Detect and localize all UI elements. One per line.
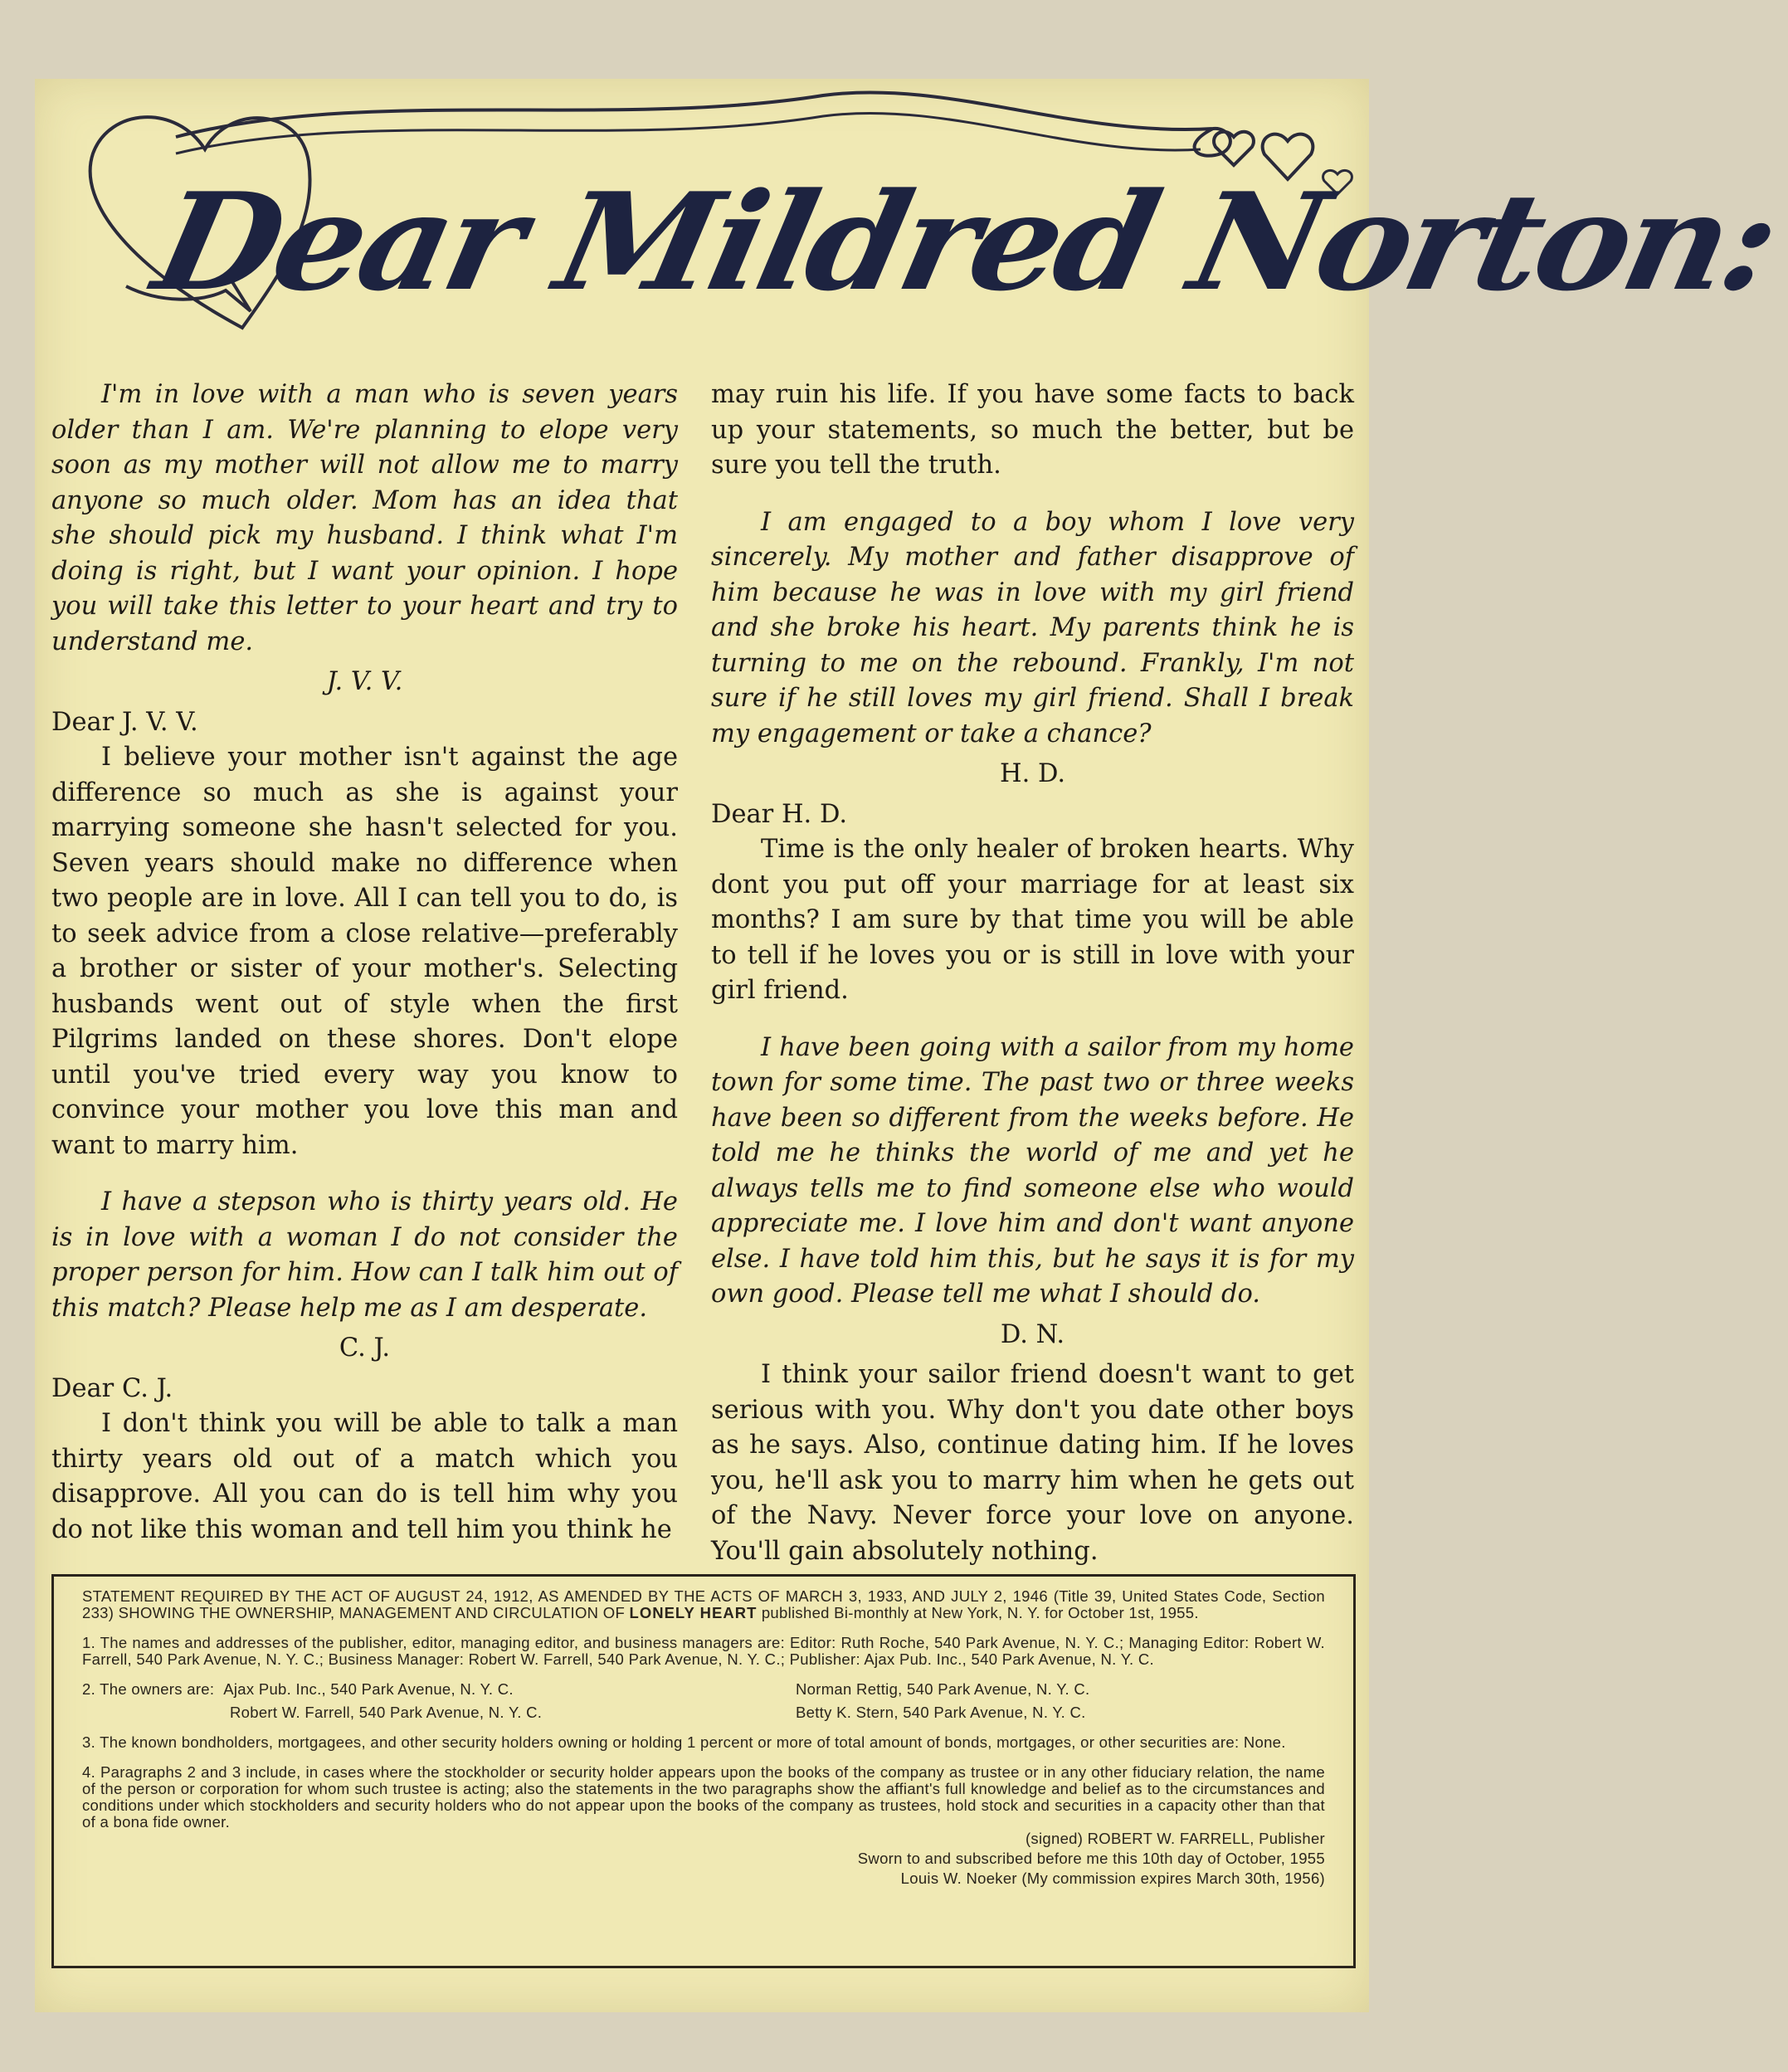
right-column [711, 378, 1354, 1569]
reply-cj: I don't think you will be able to talk a man thirty years old out of a match which you disapprove. All you can do is tell him why you do not like this woman and tell him you think he [51, 1409, 678, 1544]
sworn-line: Sworn to and subscribed before me this 10th day of October, 1955 [857, 1850, 1325, 1867]
statement-intro-text: STATEMENT REQUIRED BY THE ACT OF AUGUST 24, 1912, AS AMENDED BY THE ACTS OF MARCH 3, 1933, AND JULY 2, 1946 (Title 39, United States Code, Section 233) SHOWING THE OWNERSHIP, MANAGEMENT AND CIRCULATION OF [82, 1587, 1325, 1621]
signature-hd: H. D. [999, 759, 1066, 788]
salutation-cj: Dear C. J. [51, 1373, 173, 1403]
reply-hd: Time is the only healer of broken hearts. Why dont you put off your marriage for at least six months? I am sure by that time you will be able to tell if he loves you or is still in love with your girl friend. [711, 835, 1354, 1005]
owner-ajax: Ajax Pub. Inc., 540 Park Avenue, N. Y. C. [223, 1680, 514, 1698]
left-column [51, 378, 678, 1548]
owner-rettig: Norman Rettig, 540 Park Avenue, N. Y. C. [796, 1680, 1090, 1698]
salutation-hd: Dear H. D. [711, 799, 848, 829]
salutation-jvv: Dear J. V. V. [51, 707, 198, 737]
statement-para-4: 4. Paragraphs 2 and 3 include, in cases where the stockholder or security holder appears upon the books of the company as trustee or in any other fiduciary relation, the name of the person or corporation for whom such trustee is acting; also the statements in the two paragraphs show the affiant's full knowledge and belief as to the circumstances and conditions under which stockholders and security holders who do not appear upon the books of the company as trustees, hold stock and securities in a capacity other than that of a bona fide owner. [82, 1763, 1325, 1831]
signature-cj: C. J. [339, 1333, 391, 1363]
signature-jvv: J. V. V. [326, 667, 403, 696]
publication-info: published Bi-monthly at New York, N. Y. for October 1st, 1955. [761, 1604, 1199, 1621]
spacer [711, 484, 1354, 505]
letter-hd: I am engaged to a boy whom I love very sincerely. My mother and father disapprove of him because he was in love with my girl friend and she broke his heart. My parents think he is turning to me on the rebound. Frankly, I'm not sure if he still loves my girl friend. Shall I break my engagement or take a chance? [711, 507, 1354, 748]
letter-cj: I have a stepson who is thirty years old. He is in love with a woman I do not consider the proper person for him. How can I talk him out of this match? Please help me as I am desperate. [51, 1187, 678, 1323]
owner-farrell: Robert W. Farrell, 540 Park Avenue, N. Y. C. [230, 1704, 543, 1721]
letter-dn: I have been going with a sailor from my home town for some time. The past two or three weeks have been so different from the weeks before. He told me he thinks the world of me and yet he always tells me to find someone else who would appreciate me. I love him and don't want anyone else. I have told him this, but he says it is for my own good. Please tell me what I should do. [711, 1032, 1354, 1309]
reply-jvv: I believe your mother isn't against the age difference so much as she is against your marrying someone she hasn't selected for you. Seven years should make no difference when two people are in love. All I can tell you to do, is to seek advice from a close relative—preferably a brother or sister of your mother's. Selecting husbands went out of style when the first Pilgrims landed on these shores. Don't elope until you've tried every way you know to convince your mother you love this man and want to marry him. [51, 743, 678, 1160]
owners-label: 2. The owners are: [82, 1680, 215, 1698]
reply-cj-continued: may ruin his life. If you have some facts to back up your statements, so much the better, but be sure you tell the truth. [711, 380, 1354, 480]
ribbon-banner [176, 92, 1230, 155]
signature-dn: D. N. [1000, 1319, 1065, 1349]
reply-dn: I think your sailor friend doesn't want to get serious with you. Why don't you date other boys as he says. Also, continue dating him. If he loves you, he'll ask you to marry him when he gets out of the Navy. Never force your love on anyone. You'll gain absolutely nothing. [711, 1360, 1354, 1566]
statement-para-1: 1. The names and addresses of the publisher, editor, managing editor, and business managers are: Editor: Ruth Roche, 540 Park Avenue, N. Y. C.; Managing Editor: Robert W. Farrell, 540 Park Avenue, N. Y. C.; Business Manager: Robert W. Farrell, 540 Park Avenue, N. Y. C.; Publisher: Ajax Pub. Inc., 540 Park Avenue, N. Y. C. [82, 1634, 1325, 1668]
small-heart-1 [1214, 132, 1254, 165]
owners-list [82, 1681, 1325, 1721]
notary-line: Louis W. Noeker (My commission expires March 30th, 1956) [900, 1870, 1325, 1887]
ribbon-banner-lower [176, 113, 1201, 154]
page-title: Dear Mildred Norton: [142, 163, 1788, 321]
spacer [51, 1163, 678, 1185]
signed-line: (signed) ROBERT W. FARRELL, Publisher [1025, 1830, 1325, 1847]
owner-stern: Betty K. Stern, 540 Park Avenue, N. Y. C. [796, 1704, 1086, 1721]
page [35, 79, 1788, 2012]
spacer [711, 1009, 1354, 1031]
statement-para-3: 3. The known bondholders, mortgagees, and other security holders owning or holding 1 percent or more of total amount of bonds, mortgages, or other securities are: None. [82, 1733, 1286, 1751]
owner-row-1 [82, 1681, 796, 1698]
letter-jvv: I'm in love with a man who is seven years older than I am. We're planning to elope very soon as my mother will not allow me to marry anyone so much older. Mom has an idea that she should pick my husband. I think what I'm doing is right, but I want your opinion. I hope you will take this letter to your heart and try to understand me. [51, 380, 678, 656]
ownership-statement [51, 1574, 1356, 1968]
magazine-name: LONELY HEART [629, 1604, 758, 1621]
statement-intro [82, 1588, 1325, 1621]
